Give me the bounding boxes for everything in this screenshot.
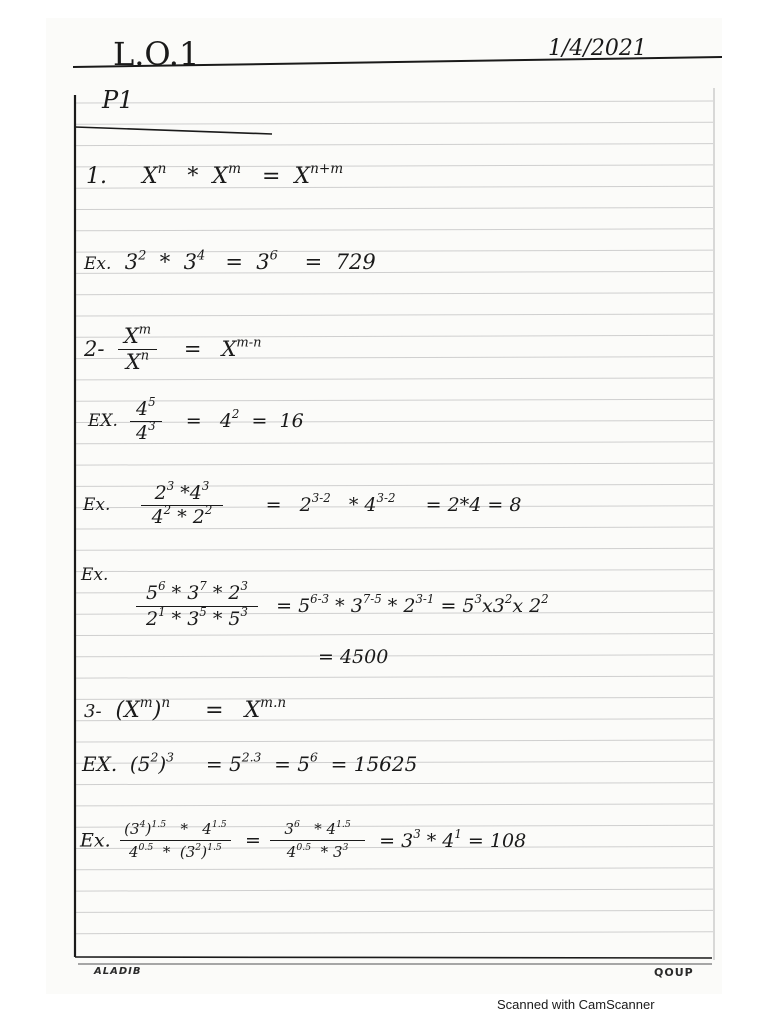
example-label: EX. (88, 411, 118, 431)
ruled-line (76, 889, 713, 891)
ruled-line (76, 655, 713, 657)
ruled-line (76, 314, 713, 316)
ruled-line (76, 804, 713, 806)
rule-number: 1. (86, 164, 107, 189)
example-2: EX. $\frac{4^5}{4^3}$ = $4^2 = 16$ (88, 395, 304, 444)
fraction: $\frac{4^5}{4^3}$ (130, 400, 162, 443)
example-6: Ex. $\frac{(3^4)^{1.5} * 4^{1.5}}{4^{0.5} * (3^2)^{1.5}}$ = $\frac{3^6 * 4^{1.5}}{4^{0.5} * 3^3}$ = $3^3 * 4^1 = 108$ (80, 819, 527, 861)
ruled-line (76, 208, 713, 210)
ruled-line (76, 676, 713, 678)
ruled-line (76, 932, 713, 934)
example-4-result: = 4500 (318, 646, 389, 668)
ruled-line (76, 783, 713, 785)
ruled-line (76, 101, 713, 103)
ruled-line (76, 548, 713, 550)
page-date: 1/4/2021 (548, 36, 647, 61)
ruled-line (76, 868, 713, 870)
ruled-line (76, 122, 713, 124)
rule-number: 2- (84, 337, 105, 361)
ruled-line (76, 144, 713, 146)
rule-number: 3- (84, 701, 102, 722)
fraction: $\frac{(3^4)^{1.5} * 4^{1.5}}{4^{0.5} * (3^2)^{1.5}}$ (120, 822, 230, 860)
ruled-line (76, 910, 713, 912)
ruled-line (76, 634, 713, 636)
rule-1: 1. $X^n$ * $X^m$ = $X^{n+m}$ (86, 160, 344, 189)
example-1: Ex. $3^2 * 3^4$ = $3^6$ = 729 (84, 248, 376, 274)
ruled-line (76, 570, 713, 572)
brand-logo-left: ALADIB (94, 966, 142, 977)
page-number: P1 (102, 86, 134, 114)
scanner-watermark: Scanned with CamScanner (497, 997, 655, 1012)
fraction: $\frac{5^6 * 3^7 * 2^3}{2^1 * 3^5 * 5^3}$ (136, 584, 258, 629)
fraction: $\frac{3^6 * 4^{1.5}}{4^{0.5} * 3^3}$ (270, 822, 364, 860)
example-label: Ex. (83, 495, 111, 515)
brand-logo-right: QOUP (654, 966, 694, 979)
rule-3: 3- $(X^m)^n$ = $X^{m.n}$ (84, 694, 287, 723)
ruled-line (76, 293, 713, 295)
ruled-line (76, 229, 713, 231)
example-4: $\frac{5^6 * 3^7 * 2^3}{2^1 * 3^5 * 5^3}$ = $5^{6-3} * 3^{7-5} * 2^{3-1} = 5^3x3^2x$ $2^2$ (136, 584, 549, 629)
example-label: Ex. (80, 829, 111, 852)
ruled-line (76, 740, 713, 742)
ruled-line (76, 378, 713, 380)
rule-2: 2- $\frac{X^m}{X^n}$ = $X^{m-n}$ (84, 322, 262, 374)
example-5: EX. $(5^2)^3$ = $5^{2.3} = 5^6 = 15625$ (82, 749, 418, 776)
example-label: Ex. (84, 254, 112, 274)
example-label: EX. (82, 752, 118, 776)
page-title: L.O.1 (113, 35, 200, 73)
ruled-line (76, 463, 713, 465)
example-4-label: Ex. (81, 565, 109, 585)
fraction: $\frac{2^3 *4^3}{4^2 * 2^2}$ (141, 484, 224, 527)
fraction: $\frac{X^m}{X^n}$ (118, 326, 157, 373)
example-3: Ex. $\frac{2^3 *4^3}{4^2 * 2^2}$ = 2$^{3-2}$ * 4$^{3-2}$ = 2*4 = 8 (83, 479, 522, 528)
